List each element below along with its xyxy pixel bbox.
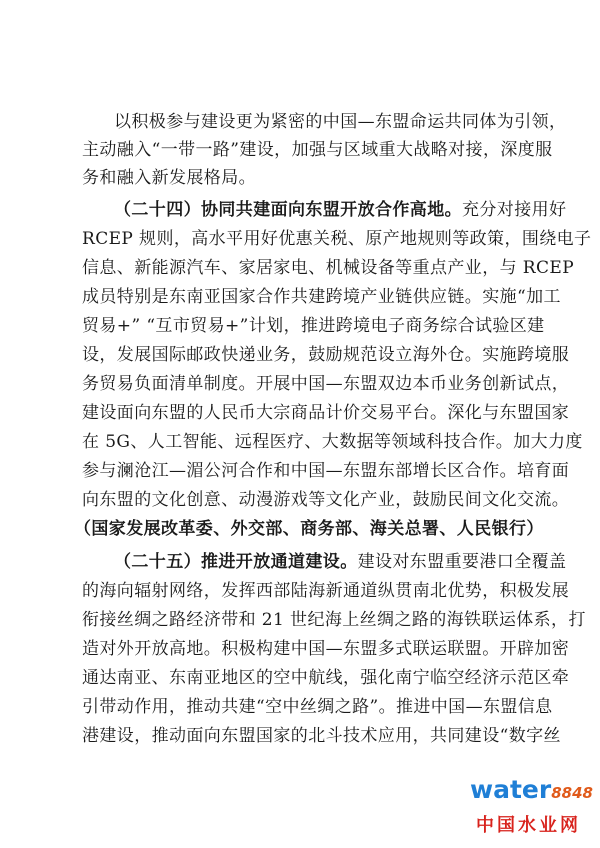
section-25-line-7: 港建设，推动面向东盟国家的北斗技术应用，共同建设“数字丝 [82,726,561,746]
section-25-text-start: 建设对东盟重要港口全覆盖 [357,552,567,572]
site-watermark-logo [470,775,595,840]
section-24-text-start: 充分对接用好 [462,200,567,220]
section-24-line-8: 建设面向东盟的人民币大宗商品计价交易平台。深化与东盟国家 [82,403,570,423]
section-25-line-5: 通达南亚、东南亚地区的空中航线，强化南宁临空经济示范区牵 [82,668,570,688]
section-25-heading: （二十五）推进开放通道建设。 [114,552,358,572]
paragraph-1-line-1: 以积极参与建设更为紧密的中国—东盟命运共同体为引领， [114,112,567,132]
section-25-line-4: 造对外开放高地。积极构建中国—东盟多式联运联盟。开辟加密 [82,639,570,659]
watermark-brand [470,775,593,804]
section-24-line-2: RCEP 规则，高水平用好优惠关税、原产地规则等政策，围绕电子 [82,229,592,249]
section-24-line-5: 贸易+” “互市贸易+”计划，推进跨境电子商务综合试验区建 [82,316,545,336]
paragraph-1-line-2: 主动融入“一带一路”建设，加强与区域重大战略对接，深度服 [82,140,553,160]
section-24-first-line [114,196,567,224]
section-25-first-line [114,548,567,576]
section-24-line-11: 向东盟的文化创意、动漫游戏等文化产业，鼓励民间文化交流。 [82,490,570,510]
section-25-line-2: 的海向辐射网络，发挥西部陆海新通道纵贯南北优势，积极发展 [82,581,570,601]
section-24-line-3: 信息、新能源汽车、家居家电、机械设备等重点产业，与 RCEP [82,258,575,278]
section-24-line-9: 在 5G、人工智能、远程医疗、大数据等领域科技合作。加大力度 [82,432,583,452]
section-24-line-4: 成员特别是东南亚国家合作共建跨境产业链供应链。实施“加工 [82,287,561,307]
section-24-line-6: 设，发展国际邮政快递业务，鼓励规范设立海外仓。实施跨境服 [82,345,570,365]
section-25-line-3: 衔接丝绸之路经济带和 21 世纪海上丝绸之路的海铁联运体系，打 [82,610,586,630]
watermark-brand-word: water [470,775,552,804]
section-25-line-6: 引带动作用，推动共建“空中丝绸之路”。推进中国—东盟信息 [82,697,553,717]
section-24-departments: （国家发展改革委、外交部、商务部、海关总署、人民银行） [74,519,544,539]
section-24-heading: （二十四）协同共建面向东盟开放合作高地。 [114,200,462,220]
section-24-line-10: 参与澜沧江—湄公河合作和中国—东盟东部增长区合作。培育面 [82,461,570,481]
section-24-line-7: 务贸易负面清单制度。开展中国—东盟双边本币业务创新试点， [82,374,570,394]
watermark-number: 8848 [551,784,593,802]
watermark-chinese-name: 中国水业网 [476,815,581,836]
paragraph-1-line-3: 务和融入新发展格局。 [82,168,256,188]
